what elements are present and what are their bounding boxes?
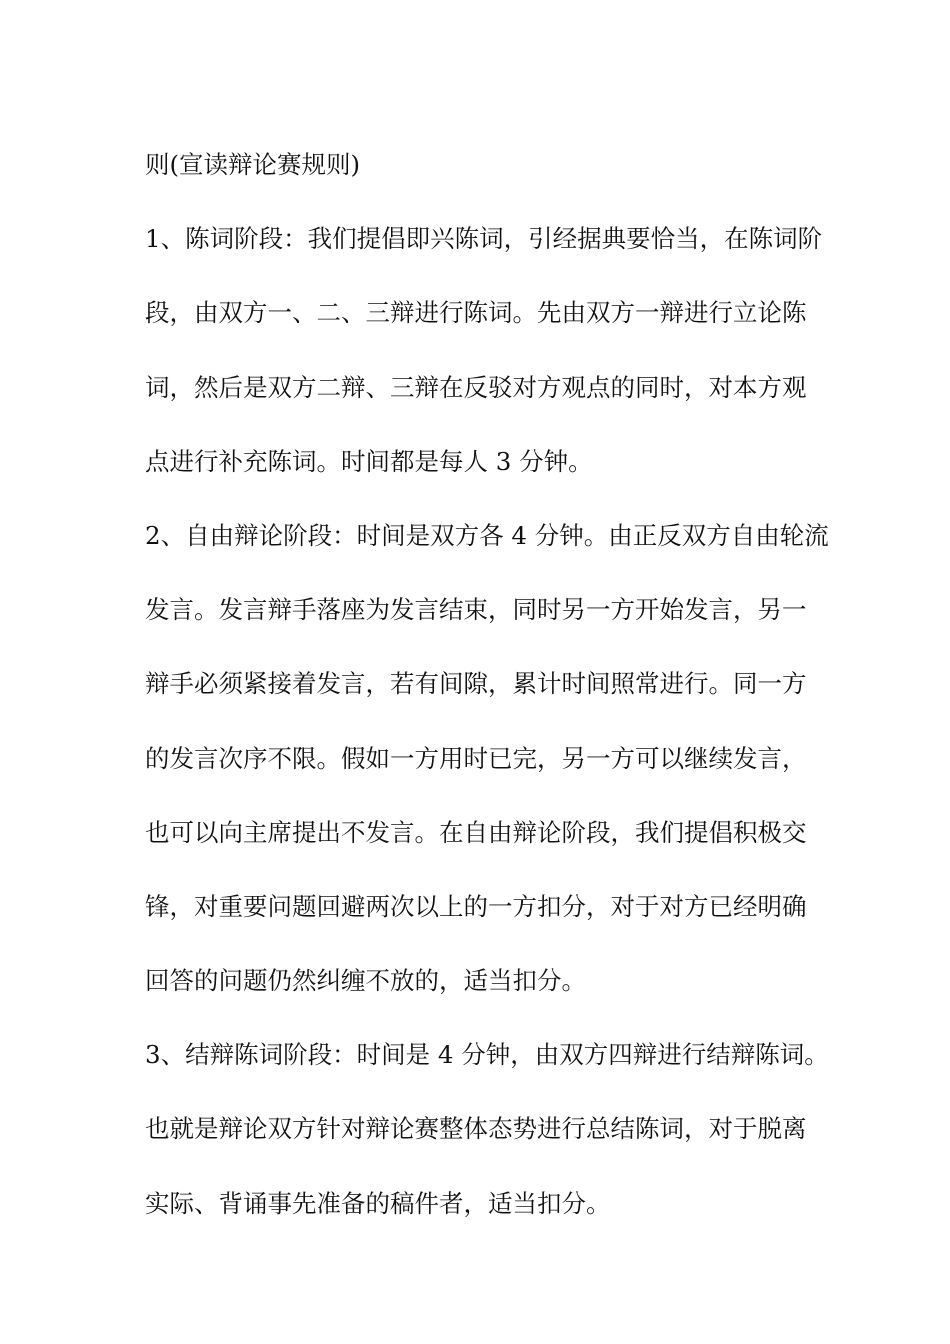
text-line: 点进行补充陈词。时间都是每人 3 分钟。 xyxy=(145,446,593,476)
text-line: 回答的问题仍然纠缠不放的，适当扣分。 xyxy=(145,966,586,996)
text-line: 也可以向主席提出不发言。在自由辩论阶段，我们提倡积极交 xyxy=(145,817,807,847)
text-line: 辩手必须紧接着发言，若有间隙，累计时间照常进行。同一方 xyxy=(145,669,807,699)
text-line: 段，由双方一、二、三辩进行陈词。先由双方一辩进行立论陈 xyxy=(145,298,807,328)
text-line: 的发言次序不限。假如一方用时已完，另一方可以继续发言， xyxy=(145,743,807,773)
text-line: 发言。发言辩手落座为发言结束，同时另一方开始发言，另一 xyxy=(145,595,807,625)
text-line: 词，然后是双方二辩、三辩在反驳对方观点的同时，对本方观 xyxy=(145,372,807,402)
text-line: 也就是辩论双方针对辩论赛整体态势进行总结陈词，对于脱离 xyxy=(145,1114,807,1144)
text-line: 实际、背诵事先准备的稿件者，适当扣分。 xyxy=(145,1188,611,1218)
document-body xyxy=(145,128,829,1241)
text-line: 则(宣读辩论赛规则) xyxy=(145,150,361,179)
text-line: 3、结辩陈词阶段：时间是 4 分钟，由双方四辩进行结辩陈词。 xyxy=(145,1040,829,1070)
text-line: 2、自由辩论阶段：时间是双方各 4 分钟。由正反双方自由轮流 xyxy=(145,520,829,550)
text-line: 锋，对重要问题回避两次以上的一方扣分，对于对方已经明确 xyxy=(145,891,807,921)
text-line: 1、陈词阶段：我们提倡即兴陈词，引经据典要恰当，在陈词阶 xyxy=(145,224,823,254)
